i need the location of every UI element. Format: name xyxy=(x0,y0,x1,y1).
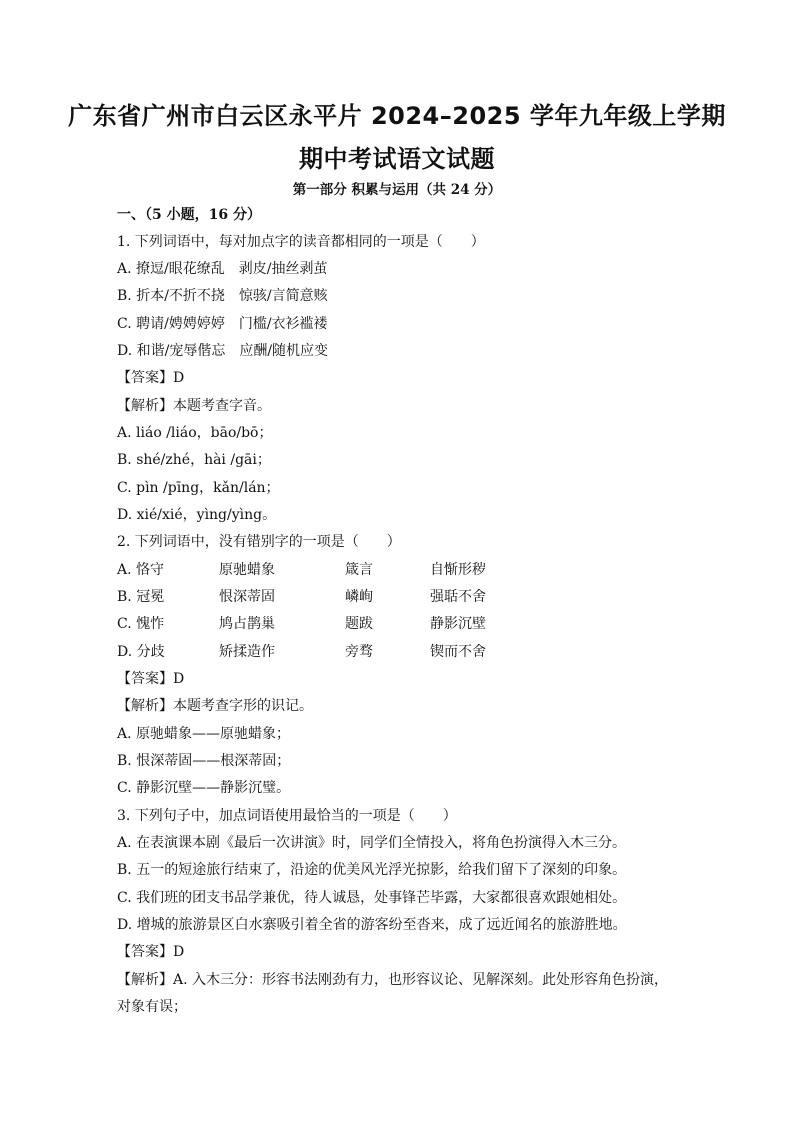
part-heading: 第一部分 积累与运用（共 24 分） xyxy=(292,182,502,198)
q1-option-d: D. 和谐/宠辱偕忘 应酬/随机应变 xyxy=(117,343,329,359)
q1-note-a: A. liáo /liáo，bāo/bō； xyxy=(117,425,273,441)
q3-option-a: A. 在表演课本剧《最后一次讲演》时，同学们全情投入，将角色扮演得入木三分。 xyxy=(117,835,627,851)
q1-analysis: 【解析】本题考查字音。 xyxy=(117,398,271,414)
q2-option-a-word-3: 箴言 xyxy=(345,562,373,578)
q3-analysis-continued: 对象有误； xyxy=(117,999,187,1015)
q2-note-c: C. 静影沉壁——静影沉璧。 xyxy=(117,780,291,796)
q1-option-c: C. 聘请/娉娉婷婷 门槛/衣衫褴褛 xyxy=(117,316,328,332)
q3-option-d: D. 增城的旅游景区白水寨吸引着全省的游客纷至沓来，成了远近闻名的旅游胜地。 xyxy=(117,917,627,933)
q2-option-b-word-1: B. 冠冕 xyxy=(117,589,165,605)
q2-option-b-word-3: 嶙峋 xyxy=(345,589,373,605)
q2-option-c-word-3: 题跋 xyxy=(345,616,373,632)
q1-option-b: B. 折本/不折不挠 惊骇/言简意赅 xyxy=(117,288,328,304)
q2-analysis: 【解析】本题考查字形的识记。 xyxy=(117,698,313,714)
q2-option-d-word-2: 矫揉造作 xyxy=(219,644,275,660)
q2-option-c-word-1: C. 愧怍 xyxy=(117,616,165,632)
q2-option-b-word-4: 强聒不舍 xyxy=(430,589,486,605)
q2-option-a-word-4: 自惭形秽 xyxy=(430,562,486,578)
document-title-line-2: 期中考试语文试题 xyxy=(299,145,495,173)
q3-stem: 3. 下列句子中，加点词语使用最恰当的一项是（ ） xyxy=(117,808,457,824)
q3-answer: 【答案】D xyxy=(117,944,185,960)
q1-note-b: B. shé/zhé，hài /gāi； xyxy=(117,452,271,468)
q1-option-a: A. 撩逗/眼花缭乱 剥皮/抽丝剥茧 xyxy=(117,261,328,277)
q3-analysis: 【解析】A. 入木三分：形容书法刚劲有力，也形容议论、见解深刻。此处形容角色扮演， xyxy=(117,972,669,988)
q2-option-a-word-1: A. 恪守 xyxy=(117,562,165,578)
q1-answer: 【答案】D xyxy=(117,370,185,386)
q2-option-d-word-1: D. 分歧 xyxy=(117,644,165,660)
q2-option-d-word-3: 旁骛 xyxy=(345,644,373,660)
q3-option-c: C. 我们班的团支书品学兼优，待人诚恳，处事锋芒毕露，大家都很喜欢跟她相处。 xyxy=(117,890,627,906)
q2-option-c-word-2: 鸠占鹊巢 xyxy=(219,616,275,632)
q2-option-b-word-2: 恨深蒂固 xyxy=(219,589,275,605)
q2-option-a-word-2: 原驰蜡象 xyxy=(219,562,275,578)
section-heading: 一、（5 小题，16 分） xyxy=(117,207,261,223)
q2-option-d-word-4: 锲而不舍 xyxy=(430,644,486,660)
q1-note-d: D. xié/xié，yìng/yìng。 xyxy=(117,507,277,523)
q2-note-a: A. 原驰蜡象——原驰蜡象； xyxy=(117,726,291,742)
document-title-line-1: 广东省广州市白云区永平片 2024–2025 学年九年级上学期 xyxy=(68,102,726,130)
q2-answer: 【答案】D xyxy=(117,671,185,687)
q3-option-b: B. 五一的短途旅行结束了，沿途的优美风光浮光掠影，给我们留下了深刻的印象。 xyxy=(117,862,627,878)
q2-stem: 2. 下列词语中，没有错别字的一项是（ ） xyxy=(117,534,401,550)
q1-stem: 1. 下列词语中，每对加点字的读音都相同的一项是（ ） xyxy=(117,234,485,250)
q2-option-c-word-4: 静影沉壁 xyxy=(430,616,486,632)
q2-note-b: B. 恨深蒂固——根深蒂固； xyxy=(117,753,291,769)
q1-note-c: C. pìn /pīng，kǎn/lán； xyxy=(117,480,280,496)
